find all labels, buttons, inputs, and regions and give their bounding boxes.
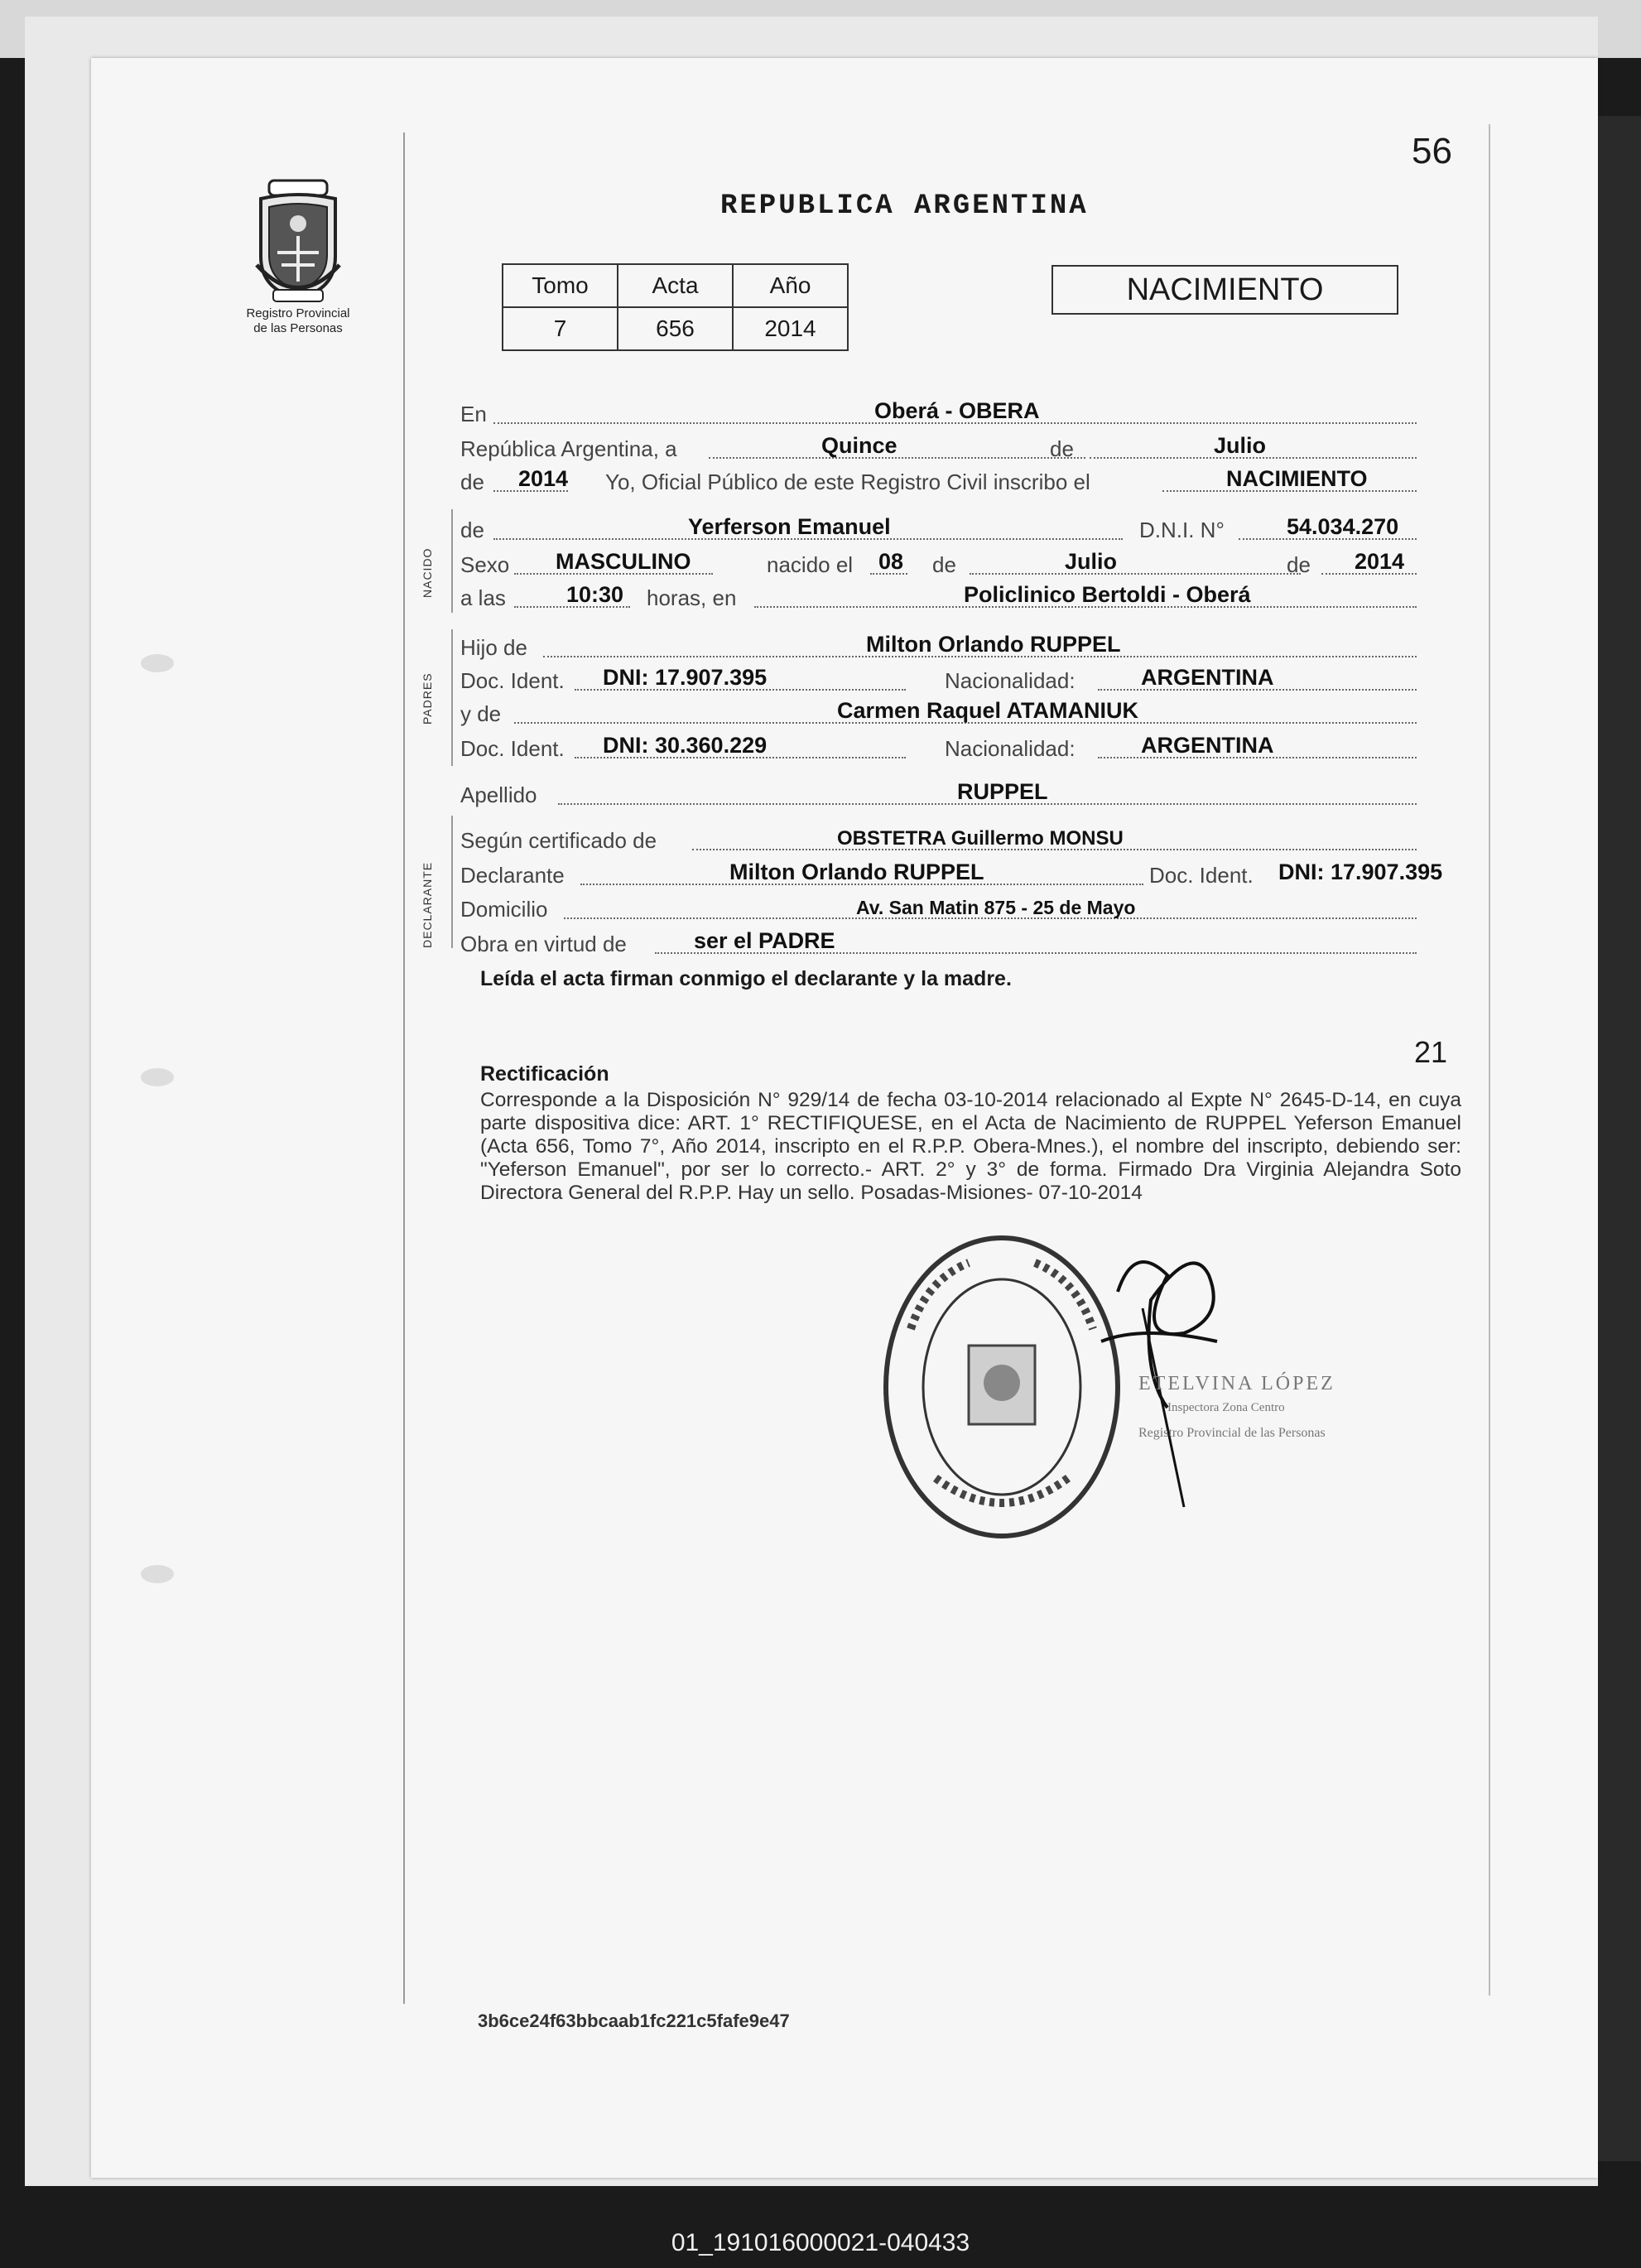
- field-value-birth-place: Policlinico Bertoldi - Oberá: [964, 582, 1251, 607]
- field-label: de: [460, 518, 484, 542]
- table-cell-ano: 2014: [733, 307, 848, 350]
- field-row-mother: [460, 697, 1454, 730]
- field-label: Yo, Oficial Público de este Registro Civil inscribo el: [605, 469, 1090, 494]
- margin-line: [403, 132, 405, 2004]
- field-label: y de: [460, 701, 502, 726]
- field-row-declarant: [460, 859, 1454, 892]
- field-label: nacido el: [767, 552, 854, 577]
- field-label: Según certificado de: [460, 828, 657, 853]
- section-divider: [451, 509, 453, 613]
- field-value-child-name: Yerferson Emanuel: [688, 514, 891, 539]
- field-value-address: Av. San Matin 875 - 25 de Mayo: [856, 897, 1136, 918]
- table-cell-tomo: 7: [503, 307, 618, 350]
- field-label: Hijo de: [460, 635, 527, 660]
- field-row-father-doc: [460, 664, 1454, 697]
- signature-stamp-office: Registro Provincial de las Personas: [1138, 1426, 1326, 1440]
- shield-icon: [244, 174, 352, 306]
- dotted-line: [970, 573, 1301, 575]
- side-label-declarante: DECLARANTE: [421, 861, 434, 948]
- field-label: D.N.I. N°: [1139, 518, 1225, 542]
- field-row-capacity: [460, 927, 1454, 961]
- field-row-sex: [460, 548, 1454, 581]
- logo-caption-line: de las Personas: [253, 321, 343, 335]
- field-label: Apellido: [460, 782, 537, 807]
- table-cell-acta: 656: [618, 307, 733, 350]
- page-number: 56: [1412, 131, 1452, 171]
- field-label: Doc. Ident.: [1149, 863, 1254, 888]
- table-header-tomo: Tomo: [503, 264, 618, 307]
- table-header-acta: Acta: [618, 264, 733, 307]
- field-value-mother-nationality: ARGENTINA: [1141, 733, 1274, 758]
- field-value-birth-year: 2014: [1355, 549, 1405, 574]
- table-header-ano: Año: [733, 264, 848, 307]
- punch-hole: [141, 654, 174, 672]
- field-label: de: [460, 469, 484, 494]
- field-value-city: Oberá - OBERA: [874, 398, 1040, 423]
- field-value-year: 2014: [518, 466, 569, 491]
- field-value-mother-name: Carmen Raquel ATAMANIUK: [837, 698, 1139, 723]
- field-row-date: [460, 432, 1454, 465]
- field-value-sex: MASCULINO: [556, 549, 691, 574]
- field-value-father-name: Milton Orlando RUPPEL: [866, 632, 1121, 657]
- field-row-surname: [460, 778, 1454, 811]
- field-value-time: 10:30: [566, 582, 624, 607]
- field-value-mother-dni: DNI: 30.360.229: [603, 733, 768, 758]
- rectification-text: Corresponde a la Disposición N° 929/14 de fecha 03-10-2014 relacionado al Expte N° 2645-D-14, en cuya parte dispositiva dice: ART. 1° RECTIFIQUESE, en el Acta de Nacimiento de RUPPEL Yeferson Emanuel (Acta 656, Tomo 7°, Año 2014, inscripto en el R.P.P. Obera-Mnes.), el nombre del inscripto, debiendo ser: "Yeferson Emanuel", por ser lo correcto.- ART. 2° y 3° de forma. Firmado Dra Virginia Alejandra Soto Directora General del R.P.P. Hay un sello. Posadas-Misiones- 07-10-2014: [480, 1089, 1461, 1204]
- document-title: REPUBLICA ARGENTINA: [720, 190, 1089, 222]
- punch-hole: [141, 1068, 174, 1086]
- field-label: de: [1287, 552, 1311, 577]
- field-label: Obra en virtud de: [460, 932, 627, 956]
- field-label: a las: [460, 585, 506, 610]
- record-type-box: NACIMIENTO: [1051, 265, 1398, 315]
- field-row-father: [460, 631, 1454, 664]
- section-divider: [451, 629, 453, 766]
- field-label: En: [460, 402, 487, 426]
- field-label: de: [1050, 436, 1074, 461]
- field-value-birth-day: 08: [878, 549, 904, 574]
- book-reference-table: [502, 263, 849, 351]
- field-value-record-type: NACIMIENTO: [1226, 466, 1368, 491]
- field-label: Domicilio: [460, 897, 548, 922]
- field-label: Sexo: [460, 552, 510, 577]
- closing-statement: Leída el acta firman conmigo el declarante y la madre.: [480, 967, 1012, 990]
- coat-of-arms-logo: [215, 174, 381, 336]
- field-value-certificate: OBSTETRA Guillermo MONSU: [837, 827, 1124, 850]
- document-hash: 3b6ce24f63bbcaab1fc221c5fafe9e47: [478, 2010, 790, 2031]
- field-label: Nacionalidad:: [945, 668, 1076, 693]
- field-label: Doc. Ident.: [460, 736, 565, 761]
- field-row-en: [460, 397, 1454, 431]
- field-row-mother-doc: [460, 732, 1454, 765]
- field-value-surname: RUPPEL: [957, 779, 1048, 804]
- punch-hole: [141, 1565, 174, 1583]
- rectification-number: 21: [1414, 1035, 1448, 1069]
- field-value-day: Quince: [821, 433, 897, 458]
- signature-stamp-role: Inspectora Zona Centro: [1167, 1401, 1285, 1414]
- signature-stamp-name: ETELVINA LÓPEZ: [1138, 1373, 1335, 1394]
- field-value-capacity: ser el PADRE: [694, 928, 835, 953]
- margin-line-right: [1489, 124, 1490, 1996]
- side-label-padres: PADRES: [421, 672, 434, 725]
- field-row-address: [460, 893, 1454, 926]
- field-label: Nacionalidad:: [945, 736, 1076, 761]
- field-label: de: [932, 552, 956, 577]
- field-row-certificate: [460, 824, 1454, 857]
- field-label: Declarante: [460, 863, 565, 888]
- rectification-title: Rectificación: [480, 1062, 609, 1086]
- field-row-inscription: [460, 465, 1454, 498]
- field-value-declarant-name: Milton Orlando RUPPEL: [729, 860, 984, 884]
- side-label-nacido: NACIDO: [421, 547, 434, 598]
- field-label: horas, en: [647, 585, 737, 610]
- field-label: Doc. Ident.: [460, 668, 565, 693]
- scan-footer-id: 01_191016000021-040433: [671, 2229, 970, 2256]
- section-divider: [451, 816, 453, 948]
- field-value-father-nationality: ARGENTINA: [1141, 665, 1274, 690]
- field-value-father-dni: DNI: 17.907.395: [603, 665, 768, 690]
- field-row-time-place: [460, 581, 1454, 614]
- field-value-birth-month: Julio: [1065, 549, 1118, 574]
- field-value-declarant-dni: DNI: 17.907.395: [1278, 860, 1443, 884]
- field-value-child-dni: 54.034.270: [1287, 514, 1399, 539]
- field-row-name: [460, 513, 1454, 547]
- field-label: República Argentina, a: [460, 436, 677, 461]
- logo-caption-line: Registro Provincial: [246, 306, 350, 320]
- field-value-month: Julio: [1214, 433, 1267, 458]
